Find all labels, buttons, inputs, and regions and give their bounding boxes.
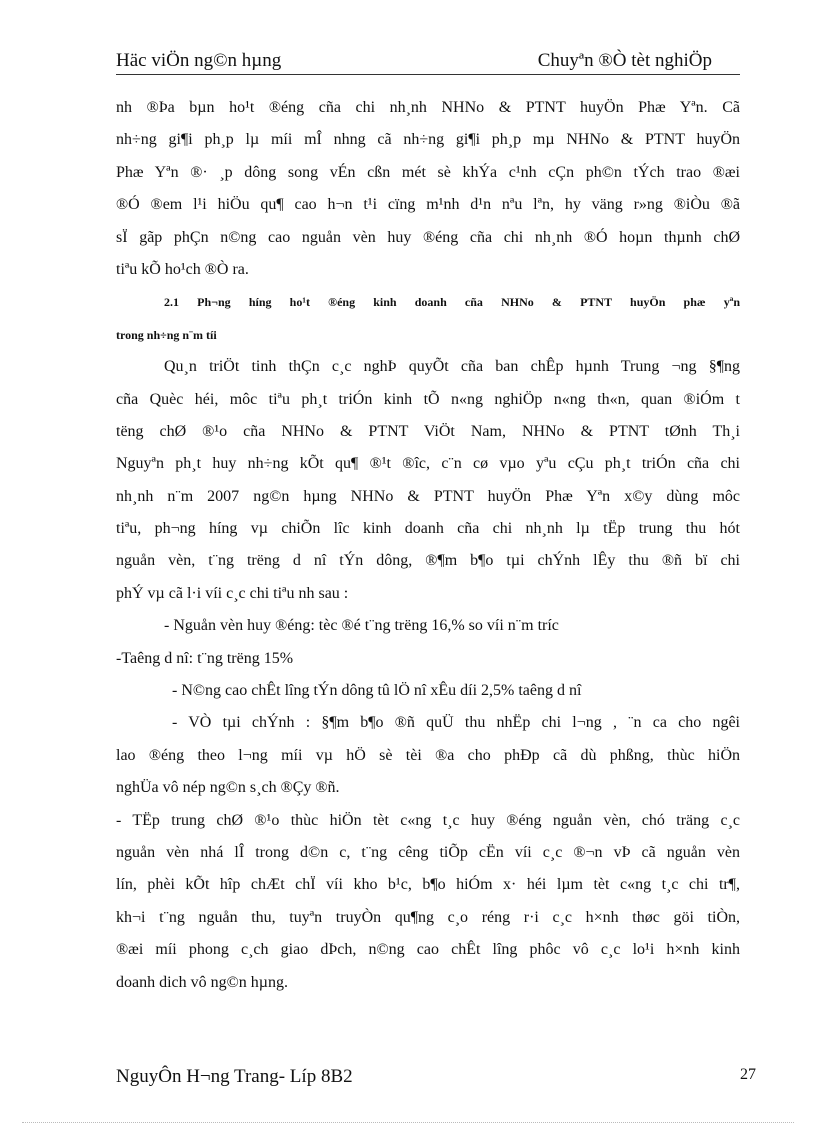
bullet-line: - VÒ tµi chÝnh : §¶m b¶o ®ñ quÜ thu nhËp chi l¬ng , ¨n ca cho ngêi [172,714,740,732]
text-line: doanh dich vô ng©n hµng. [116,973,289,991]
text-line: tiªu kÕ ho¹ch ®Ò ra. [116,260,249,278]
bullet-line: - TËp trung chØ ®¹o thùc hiÖn tèt c«ng t¸c huy ®éng nguån vèn, chó träng c¸c [116,811,740,829]
page-number: 27 [740,1066,756,1083]
page-footer [116,1066,756,1090]
header-school: Häc viÖn ng©n hµng [116,50,282,71]
text-line: Nguyªn ph¸t huy nh÷ng kÕt qu¶ ®¹t ®îc, c¨n cø vµo yªu cÇu ph¸t triÓn cña chi [116,455,740,473]
section-heading: 2.1 Ph¬ng híng ho¹t ®éng kinh doanh cña NHNo & PTNT huyÖn phæ yªn [164,295,740,310]
bullet-line: -Taêng d nî: t¨ng trëng 15% [116,649,294,667]
bullet-line: - Nguån vèn huy ®éng: tèc ®é t¨ng trëng 16,% so víi n¨m tríc [164,617,559,635]
text-line: kh¬i t¨ng nguån thu, tuyªn truyÒn qu¶ng c¸o réng r·i c¸c h×nh thøc göi tiÒn, [116,908,740,926]
text-line: nh ®Þa bµn ho¹t ®éng cña chi nh¸nh NHNo & PTNT huyÖn Phæ Yªn. Cã [116,99,740,116]
text-line: nh÷ng gi¶i ph¸p lµ míi mÎ nhng cã nh÷ng gi¶i ph¸p mµ NHNo & PTNT huyÖn [116,131,740,149]
section-heading-cont: trong nh÷ng n¨m tíi [116,327,217,342]
page-header [116,50,740,74]
text-line: tëng chØ ®¹o cña NHNo & PTNT ViÖt Nam, NHNo & PTNT tØnh Th¸i [116,422,740,440]
header-title: Chuyªn ®Ò tèt nghiÖp [537,50,712,71]
text-line: nghÜa vô nép ng©n s¸ch ®Çy ®ñ. [116,779,340,797]
header-rule [116,74,740,75]
bullet-line: - N©ng cao chÊt lîng tÝn dông tû lÖ nî xÊu díi 2,5% taêng d nî [172,682,582,700]
text-line: ®Ó ®em l¹i hiÖu qu¶ cao h¬n t¹i cïng m¹nh d¹n nªu lªn, hy väng r»ng ®iÒu ®ã [116,196,740,214]
text-line: phÝ vµ cã l·i víi c¸c chi tiªu nh sau : [116,584,349,602]
text-line: ®æi míi phong c¸ch giao dÞch, n©ng cao chÊt lîng phôc vô c¸c lo¹i h×nh kinh [116,941,740,959]
text-line: nguån vèn, t¨ng trëng d nî tÝn dông, ®¶m b¶o tµi chÝnh lÊy thu ®ñ bï chi [116,552,740,570]
body-text [116,92,740,999]
text-line: Qu¸n triÖt tinh thÇn c¸c nghÞ quyÕt cña ban chÊp hµnh Trung ¬ng §¶ng [164,358,740,376]
text-line: tiªu, ph¬ng híng vµ chiÕn lîc kinh doanh cña chi nh¸nh lµ tËp trung thu hót [116,520,740,538]
text-line: nh¸nh n¨m 2007 ng©n hµng NHNo & PTNT huyÖn Phæ Yªn x©y dùng môc [116,487,740,505]
footer-author: NguyÔn H¬ng Trang- Líp 8B2 [116,1066,353,1087]
text-line: nguån vèn nhá lÎ trong d©n c, t¨ng cêng tiÕp cËn víi c¸c ®¬n vÞ cã nguån vèn [116,843,740,861]
text-line: lao ®éng theo l¬ng míi vµ hÖ sè tèi ®a cho phÐp cã dù phßng, thùc hiÖn [116,746,740,764]
text-line: sÏ gãp phÇn n©ng cao nguån vèn huy ®éng cña chi nh¸nh ®Ó hoµn thµnh chØ [116,228,740,246]
text-line: Phæ Yªn ®· ¸p dông song vÉn cßn mét sè khÝa c¹nh cÇn ph©n tÝch trao ®æi [116,163,740,181]
text-line: cña Quèc héi, môc tiªu ph¸t triÓn kinh tÕ n«ng nghiÖp n«ng th«n, quan ®iÓm t [116,390,740,408]
text-line: lín, phèi kÕt hîp chÆt chÏ víi kho b¹c, b¶o hiÓm x· héi lµm tèt c«ng t¸c chi tr¶, [116,876,740,894]
